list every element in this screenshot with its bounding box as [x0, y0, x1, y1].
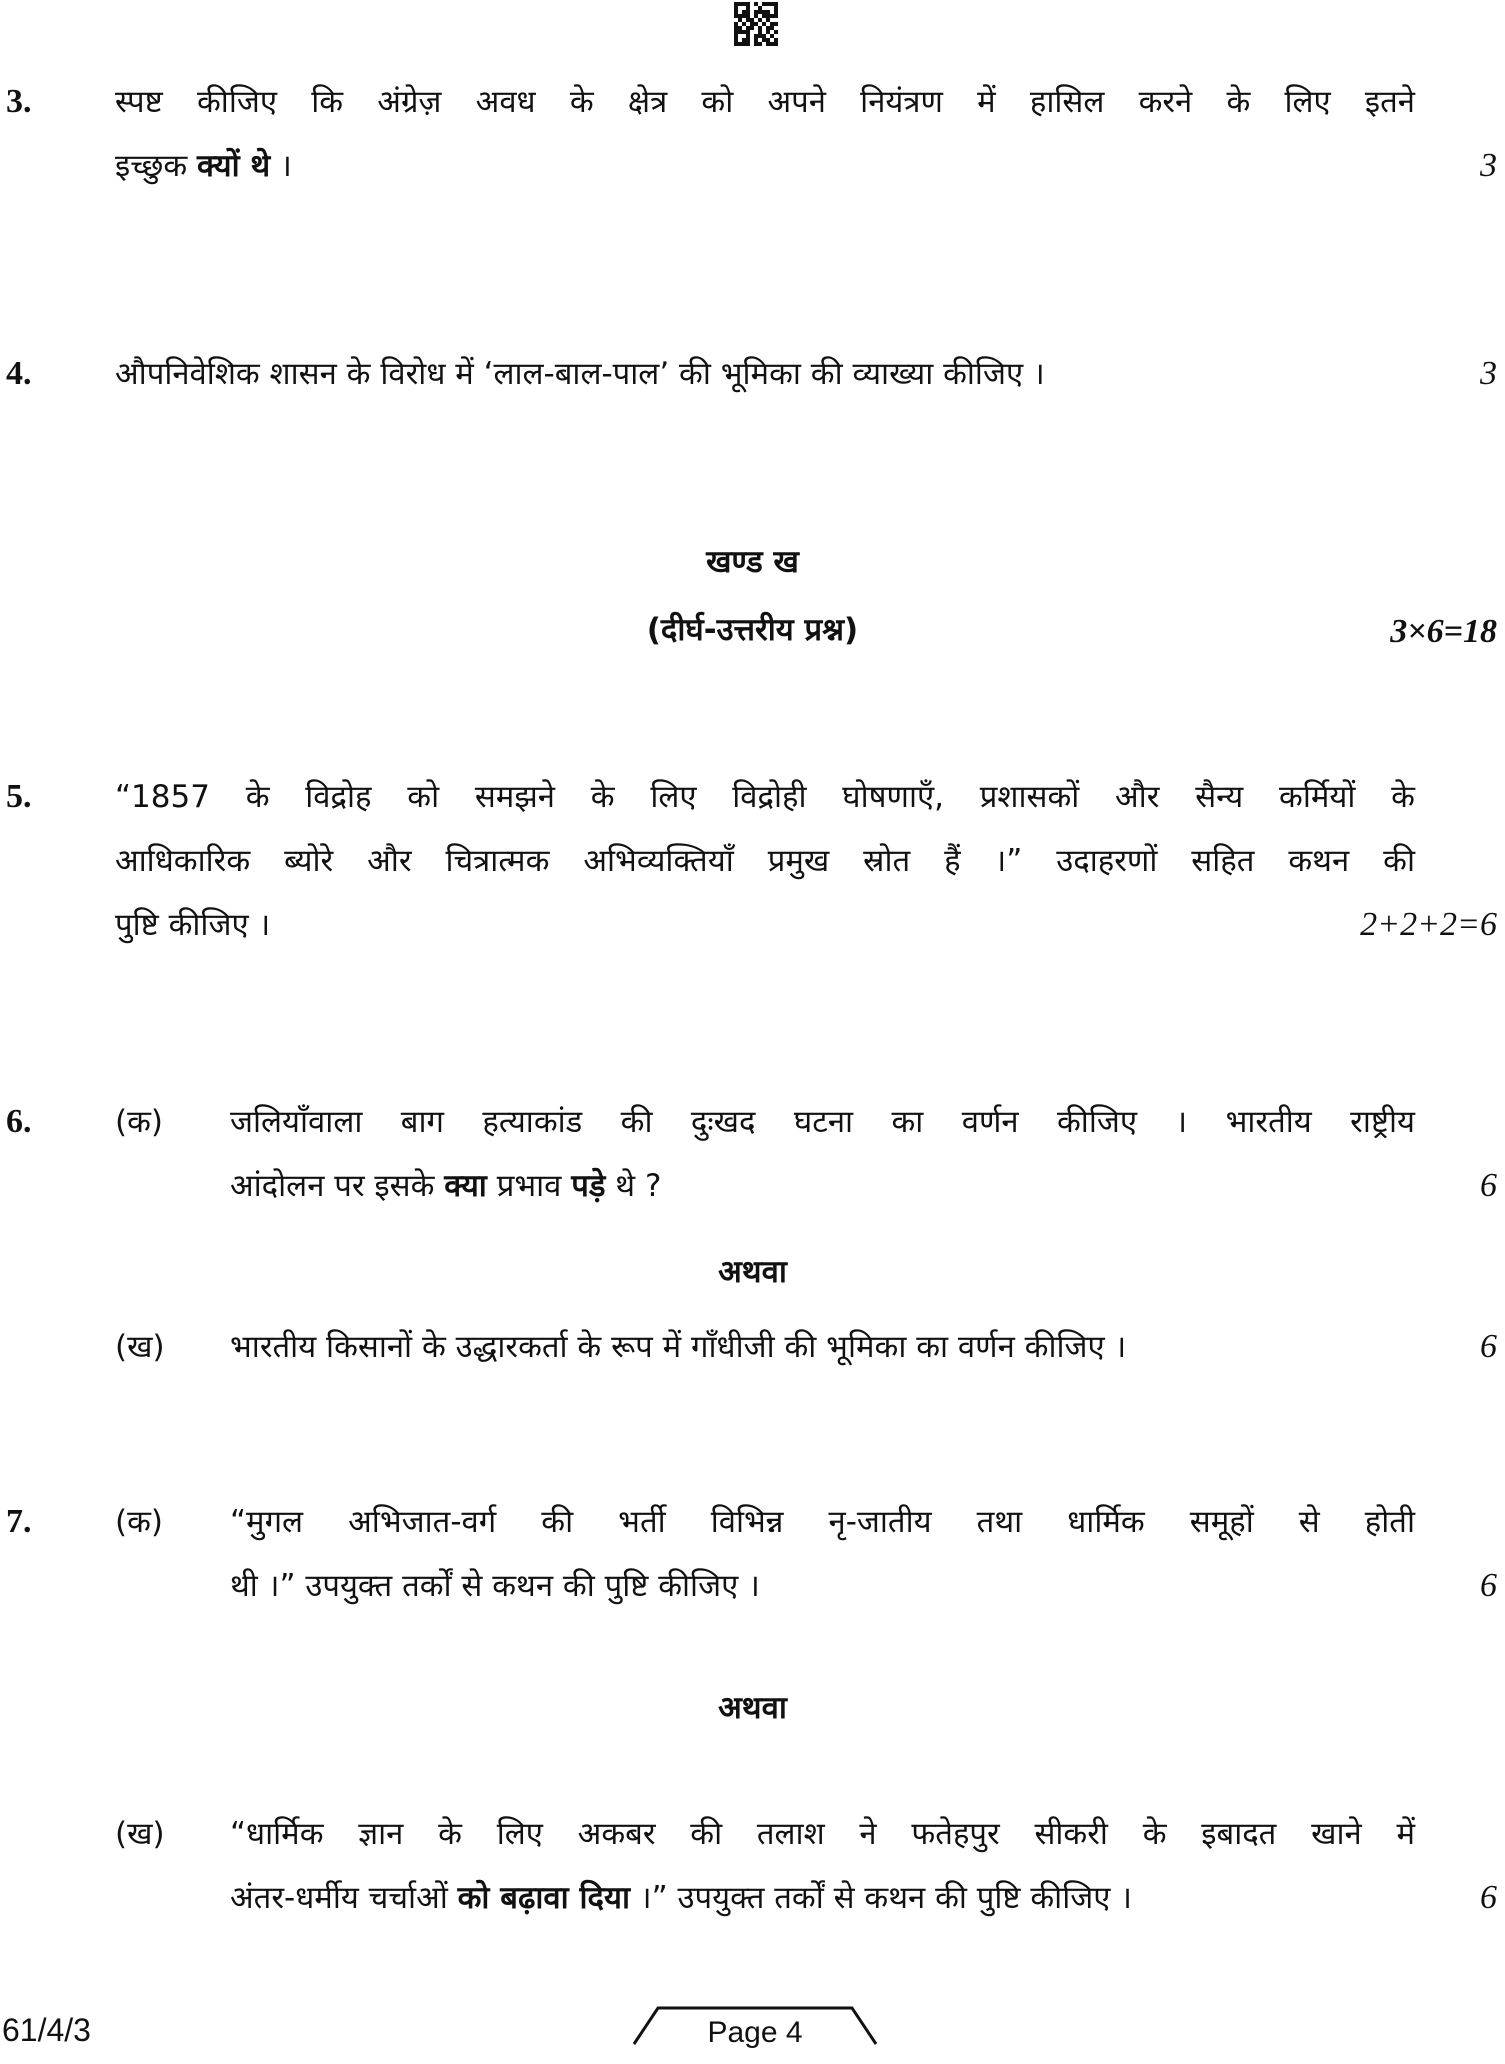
subquestion-b-text: [230, 1802, 1415, 1930]
question-line-2: इच्छुक क्यों थे ।: [115, 148, 292, 184]
marks: 2+2+2=6: [1360, 906, 1497, 943]
subquestion-a-text: [230, 1090, 1415, 1218]
question-number: 7.: [6, 1503, 32, 1540]
section-title: खण्ड ख: [706, 544, 799, 580]
question-line-2: आधिकारिक ब्योरे और चित्रात्मक अभिव्यक्तियाँ प्रमुख स्रोत हैं ।” उदाहरणों सहित कथन की: [115, 843, 1415, 879]
or-label: अथवा: [718, 1690, 787, 1726]
or-label: अथवा: [718, 1254, 787, 1290]
emphasis-text: को बढ़ावा दिया: [457, 1880, 630, 1916]
question-number: 4.: [6, 355, 32, 392]
qr-code-icon: [734, 2, 778, 46]
paper-code: 61/4/3: [2, 2012, 91, 2048]
section-subtitle: (दीर्घ-उत्तरीय प्रश्न): [646, 612, 859, 648]
subquestion-b-text: भारतीय किसानों के उद्धारकर्ता के रूप में गाँधीजी की भूमिका का वर्णन कीजिए ।: [230, 1329, 1127, 1365]
subquestion-a-text: [230, 1490, 1415, 1618]
subquestion-label-a: (क): [115, 1504, 163, 1540]
question-text: औपनिवेशिक शासन के विरोध में ‘लाल-बाल-पाल’ की भूमिका की व्याख्या कीजिए ।: [115, 356, 1045, 392]
question-line-1: “1857 के विद्रोह को समझने के लिए विद्रोही घोषणाएँ, प्रशासकों और सैन्य कर्मियों के: [115, 779, 1415, 815]
subquestion-label-b: (ख): [115, 1816, 165, 1852]
marks: 6: [1480, 1879, 1497, 1916]
emphasis-text: क्यों थे: [197, 148, 271, 184]
question-line-2: थी ।” उपयुक्त तर्कों से कथन की पुष्टि कीजिए ।: [230, 1568, 760, 1604]
page-label: Page 4: [707, 2016, 803, 2049]
section-marks: 3×6=18: [1390, 613, 1497, 650]
marks: 6: [1480, 1328, 1497, 1365]
subquestion-label-a: (क): [115, 1104, 163, 1140]
question-line-2: आंदोलन पर इसके क्या प्रभाव पड़े थे ?: [230, 1168, 662, 1204]
question-text: [115, 70, 1415, 198]
page-number-badge: [632, 2004, 878, 2064]
question-line-2: अंतर-धर्मीय चर्चाओं को बढ़ावा दिया ।” उपयुक्त तर्कों से कथन की पुष्टि कीजिए ।: [230, 1880, 1132, 1916]
marks: 6: [1480, 1567, 1497, 1604]
question-line-1: जलियाँवाला बाग हत्याकांड की दुःखद घटना का वर्णन कीजिए । भारतीय राष्ट्रीय: [230, 1104, 1415, 1140]
marks: 6: [1480, 1167, 1497, 1204]
question-number: 6.: [6, 1103, 32, 1140]
subquestion-label-b: (ख): [115, 1329, 165, 1365]
marks: 3: [1480, 147, 1497, 184]
emphasis-text: क्या: [444, 1168, 487, 1204]
question-line-3: पुष्टि कीजिए ।: [115, 907, 271, 943]
question-number: 5.: [6, 778, 32, 815]
question-text: [115, 765, 1415, 957]
question-number: 3.: [6, 83, 32, 120]
marks: 3: [1480, 355, 1497, 392]
question-line-1: “मुगल अभिजात-वर्ग की भर्ती विभिन्न नृ-जातीय तथा धार्मिक समूहों से होती: [230, 1504, 1415, 1540]
question-line-1: “धार्मिक ज्ञान के लिए अकबर की तलाश ने फतेहपुर सीकरी के इबादत खाने में: [230, 1816, 1415, 1852]
question-line-1: स्पष्ट कीजिए कि अंग्रेज़ अवध के क्षेत्र को अपने नियंत्रण में हासिल करने के लिए इतने: [115, 84, 1415, 120]
emphasis-text: पड़े: [571, 1168, 606, 1204]
